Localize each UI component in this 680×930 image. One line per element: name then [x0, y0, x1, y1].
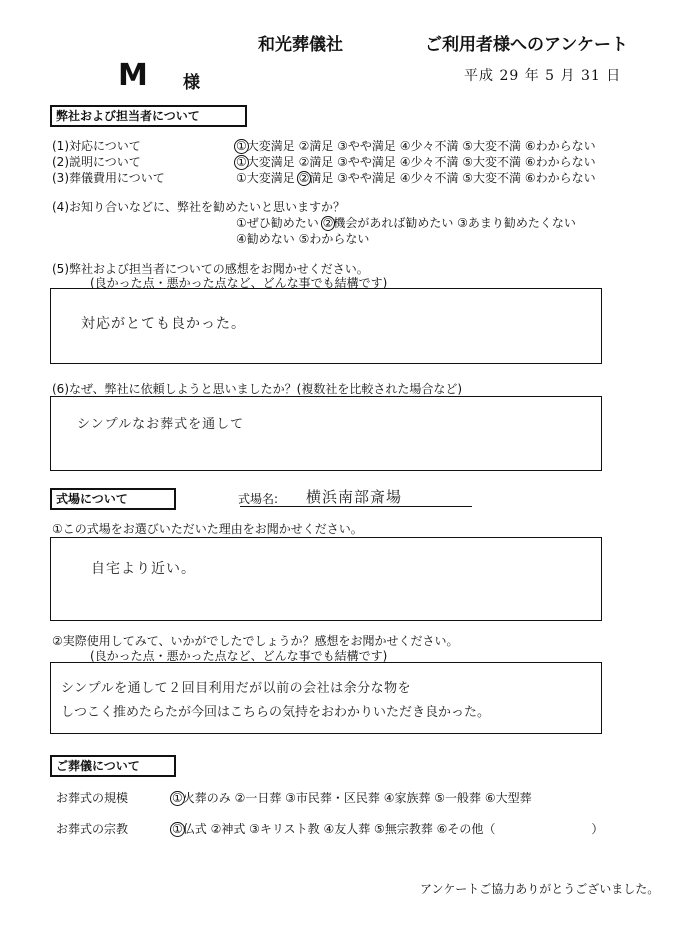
q4-options-pre: ①ぜひ勧めたい — [236, 216, 323, 230]
q2-label: (2)説明について — [52, 155, 141, 169]
venue-q1-answer-box — [50, 537, 602, 621]
funeral-scale-options — [172, 789, 532, 806]
q4-options-line1 — [236, 214, 576, 231]
q3-selected-mark: ② — [298, 171, 310, 185]
section-header-company: 弊社および担当者について — [50, 105, 247, 127]
q1-label: (1)対応について — [52, 139, 141, 153]
q3-options-text: 満足 ③やや満足 ④少々不満 ⑤大変不満 ⑥わからない — [309, 171, 596, 185]
q1-options — [236, 137, 596, 154]
q6-label: (6)なぜ、弊社に依頼しようと思いましたか？(複数社を比較された場合など) — [52, 382, 463, 396]
section-header-venue: 式場について — [50, 488, 176, 510]
venue-q2-answer-line1: シンプルを通して２回目利用だが以前の会社は余分な物を — [61, 681, 412, 696]
q2-options-text: 大変満足 ②満足 ③やや満足 ④少々不満 ⑤大変不満 ⑥わからない — [246, 155, 596, 169]
q2-options — [236, 153, 596, 170]
funeral-religion-label: お葬式の宗教 — [56, 822, 129, 836]
venue-label: 式場名: — [238, 492, 279, 506]
funeral-scale-label: お葬式の規模 — [56, 791, 129, 805]
q6-answer: シンプルなお葬式を通して — [77, 417, 245, 432]
company-name: 和光葬儀社 — [258, 35, 343, 55]
customer-honorific: 様 — [183, 73, 200, 93]
q1-options-text: 大変満足 ②満足 ③やや満足 ④少々不満 ⑤大変不満 ⑥わからない — [246, 139, 596, 153]
q4-selected-mark: ② — [322, 216, 334, 230]
section-header-funeral: ご葬儀について — [50, 755, 176, 777]
q5-sub: (良かった点・悪かった点など、どんな事でも結構です) — [90, 276, 388, 290]
venue-q1-label: ①この式場をお選びいただいた理由をお聞かせください。 — [52, 522, 363, 536]
survey-date: 平成 29 年 5 月 31 日 — [464, 68, 622, 84]
funeral-religion-options — [172, 820, 603, 837]
venue-q2-sub: (良かった点・悪かった点など、どんな事でも結構です) — [90, 649, 388, 663]
q5-answer: 対応がとても良かった。 — [81, 316, 246, 332]
q3-options-pre: ①大変満足 — [236, 171, 299, 185]
funeral-religion-options-text: 仏式 ②神式 ③キリスト教 ④友人葬 ⑤無宗教葬 ⑥その他（ ） — [182, 822, 604, 836]
q4-label: (4)お知り合いなどに、弊社を勧めたいと思いますか？ — [52, 200, 346, 214]
q4-options-line2: ④勧めない ⑤わからない — [236, 232, 370, 246]
q4-options-rest: 機会があれば勧めたい ③あまり勧めたくない — [333, 216, 576, 230]
funeral-religion-selected-mark: ① — [172, 822, 183, 836]
q3-options — [236, 169, 596, 186]
venue-underline — [240, 506, 472, 507]
funeral-scale-selected-mark: ① — [172, 791, 183, 805]
venue-q2-answer-box — [50, 662, 602, 734]
q2-selected-mark: ① — [236, 155, 247, 169]
venue-q1-answer: 自宅より近い。 — [91, 561, 196, 577]
q6-answer-box — [50, 396, 602, 471]
funeral-scale-options-text: 火葬のみ ②一日葬 ③市民葬・区民葬 ④家族葬 ⑤一般葬 ⑥大型葬 — [182, 791, 532, 805]
venue-name: 横浜南部斎場 — [306, 488, 403, 506]
customer-name: M — [118, 58, 148, 93]
q5-answer-box — [50, 288, 602, 364]
thank-you-footer: アンケートご協力ありがとうございました。 — [420, 882, 660, 896]
venue-q2-label: ②実際使用してみて、いかがでしたでしょうか？感想をお聞かせください。 — [52, 634, 459, 648]
q3-label: (3)葬儀費用について — [52, 171, 165, 185]
survey-title: ご利用者様へのアンケート — [425, 35, 628, 55]
q5-label: (5)弊社および担当者についての感想をお聞かせください。 — [52, 262, 369, 276]
venue-q2-answer-line2: しつこく推めたらたが今回はこちらの気持をおわかりいただき良かった。 — [61, 705, 491, 720]
q1-selected-mark: ① — [236, 139, 247, 153]
